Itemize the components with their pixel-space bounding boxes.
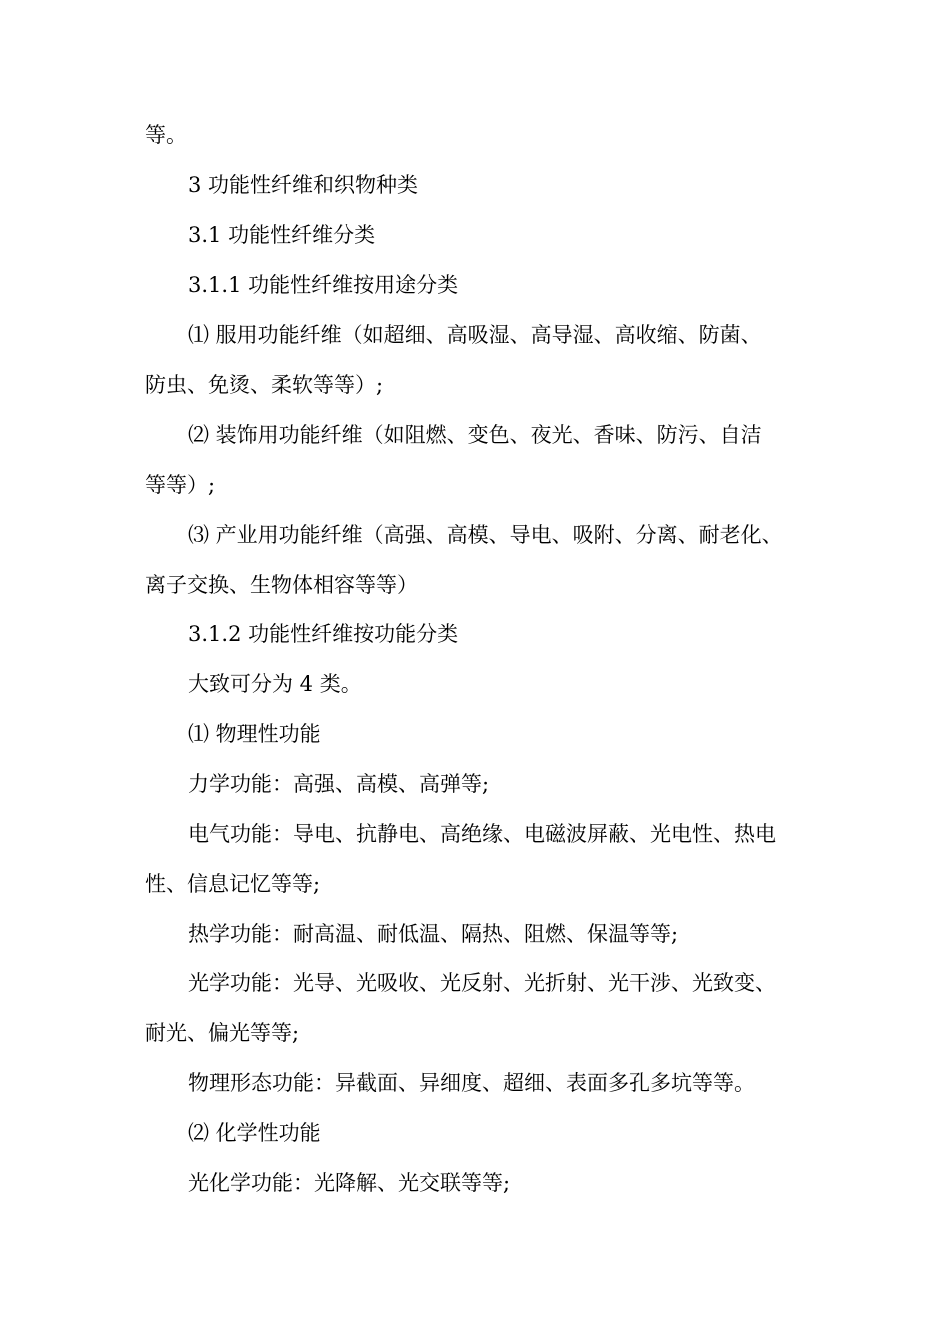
subsection-heading: 3.1 功能性纤维分类 bbox=[188, 223, 376, 247]
paragraph-photochemical: 光化学功能：光降解、光交联等等; bbox=[188, 1171, 511, 1195]
list-item-physical: ⑴ 物理性功能 bbox=[188, 722, 321, 746]
list-item-industrial-continued: 离子交换、生物体相容等等） bbox=[145, 573, 418, 597]
paragraph-optical: 光学功能：光导、光吸收、光反射、光折射、光干涉、光致变、 bbox=[188, 971, 776, 995]
list-item-apparel-continued: 防虫、免烫、柔软等等）; bbox=[145, 373, 384, 397]
list-item-industrial: ⑶ 产业用功能纤维（高强、高模、导电、吸附、分离、耐老化、 bbox=[188, 523, 783, 547]
paragraph-mechanical: 力学功能：高强、高模、高弹等; bbox=[188, 772, 490, 796]
paragraph-morphology: 物理形态功能：异截面、异细度、超细、表面多孔多坑等等。 bbox=[188, 1071, 755, 1095]
paragraph-thermal: 热学功能：耐高温、耐低温、隔热、阻燃、保温等等; bbox=[188, 922, 679, 946]
paragraph-electrical-continued: 性、信息记忆等等; bbox=[145, 872, 321, 896]
subsubsection-heading: 3.1.2 功能性纤维按功能分类 bbox=[188, 622, 459, 646]
list-item-decorative: ⑵ 装饰用功能纤维（如阻燃、变色、夜光、香味、防污、自洁 bbox=[188, 423, 762, 447]
paragraph-electrical: 电气功能：导电、抗静电、高绝缘、电磁波屏蔽、光电性、热电 bbox=[188, 822, 776, 846]
paragraph-continuation: 等。 bbox=[145, 123, 187, 147]
list-item-chemical: ⑵ 化学性功能 bbox=[188, 1121, 321, 1145]
paragraph-optical-continued: 耐光、偏光等等; bbox=[145, 1021, 300, 1045]
list-item-apparel: ⑴ 服用功能纤维（如超细、高吸湿、高导湿、高收缩、防菌、 bbox=[188, 323, 762, 347]
list-item-decorative-continued: 等等）; bbox=[145, 473, 216, 497]
subsubsection-heading: 3.1.1 功能性纤维按用途分类 bbox=[188, 273, 459, 297]
section-heading: 3 功能性纤维和织物种类 bbox=[188, 173, 419, 197]
paragraph-text: 大致可分为 4 类。 bbox=[188, 672, 362, 696]
